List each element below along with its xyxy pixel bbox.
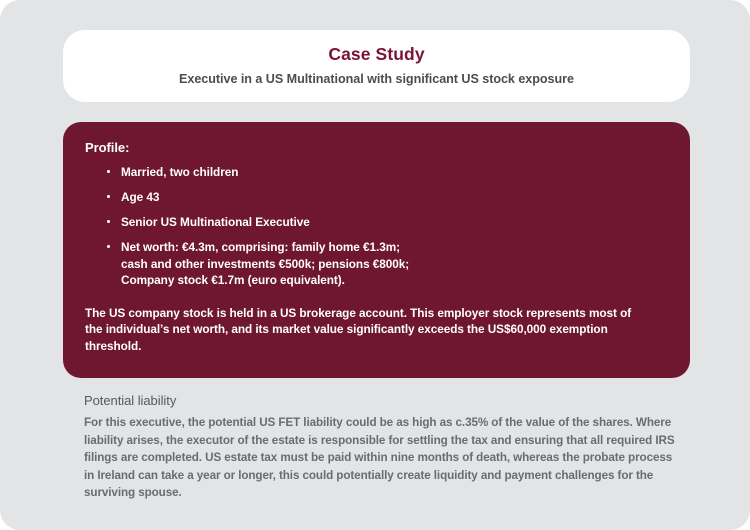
page-subtitle: Executive in a US Multinational with significant US stock exposure: [179, 72, 574, 87]
list-item-line: Net worth: €4.3m, comprising: family home €1.3m;: [121, 240, 401, 254]
bullet-dot-icon: [107, 195, 110, 198]
bullet-dot-icon: [107, 170, 110, 173]
list-item: [85, 214, 666, 231]
list-item-line: Company stock €1.7m (euro equivalent).: [121, 273, 345, 287]
header-card: [63, 30, 690, 102]
profile-card: [63, 122, 690, 378]
profile-heading: Profile:: [85, 140, 130, 155]
list-item-line: Senior US Multinational Executive: [121, 215, 310, 229]
page-title: Case Study: [328, 44, 425, 65]
bullet-dot-icon: [107, 220, 110, 223]
list-item-line: cash and other investments €500k; pensions €800k;: [121, 256, 410, 271]
profile-note: The US company stock is held in a US brokerage account. This employer stock represents most of the individual’s net worth, and its market value significantly exceeds the US$60,000 exemption threshold.: [85, 305, 632, 353]
list-item: [85, 189, 666, 206]
potential-liability-section: [84, 393, 680, 502]
list-item: [85, 239, 666, 289]
profile-bullet-list: [85, 164, 666, 289]
list-item-line: Age 43: [121, 190, 160, 204]
liability-body: For this executive, the potential US FET liability could be as high as c.35% of the value of the shares. Where liability arises, the executor of the estate is responsible for settling the tax and ensuring that all required IRS filings are completed. US estate tax must be paid within nine months of death, whereas the probate process in Ireland can take a year or longer, this could potentially create liquidity and payment challenges for the surviving spouse.: [84, 416, 675, 500]
list-item-line: Married, two children: [121, 165, 239, 179]
bullet-dot-icon: [107, 245, 110, 248]
list-item: [85, 164, 666, 181]
liability-heading: Potential liability: [84, 393, 177, 408]
